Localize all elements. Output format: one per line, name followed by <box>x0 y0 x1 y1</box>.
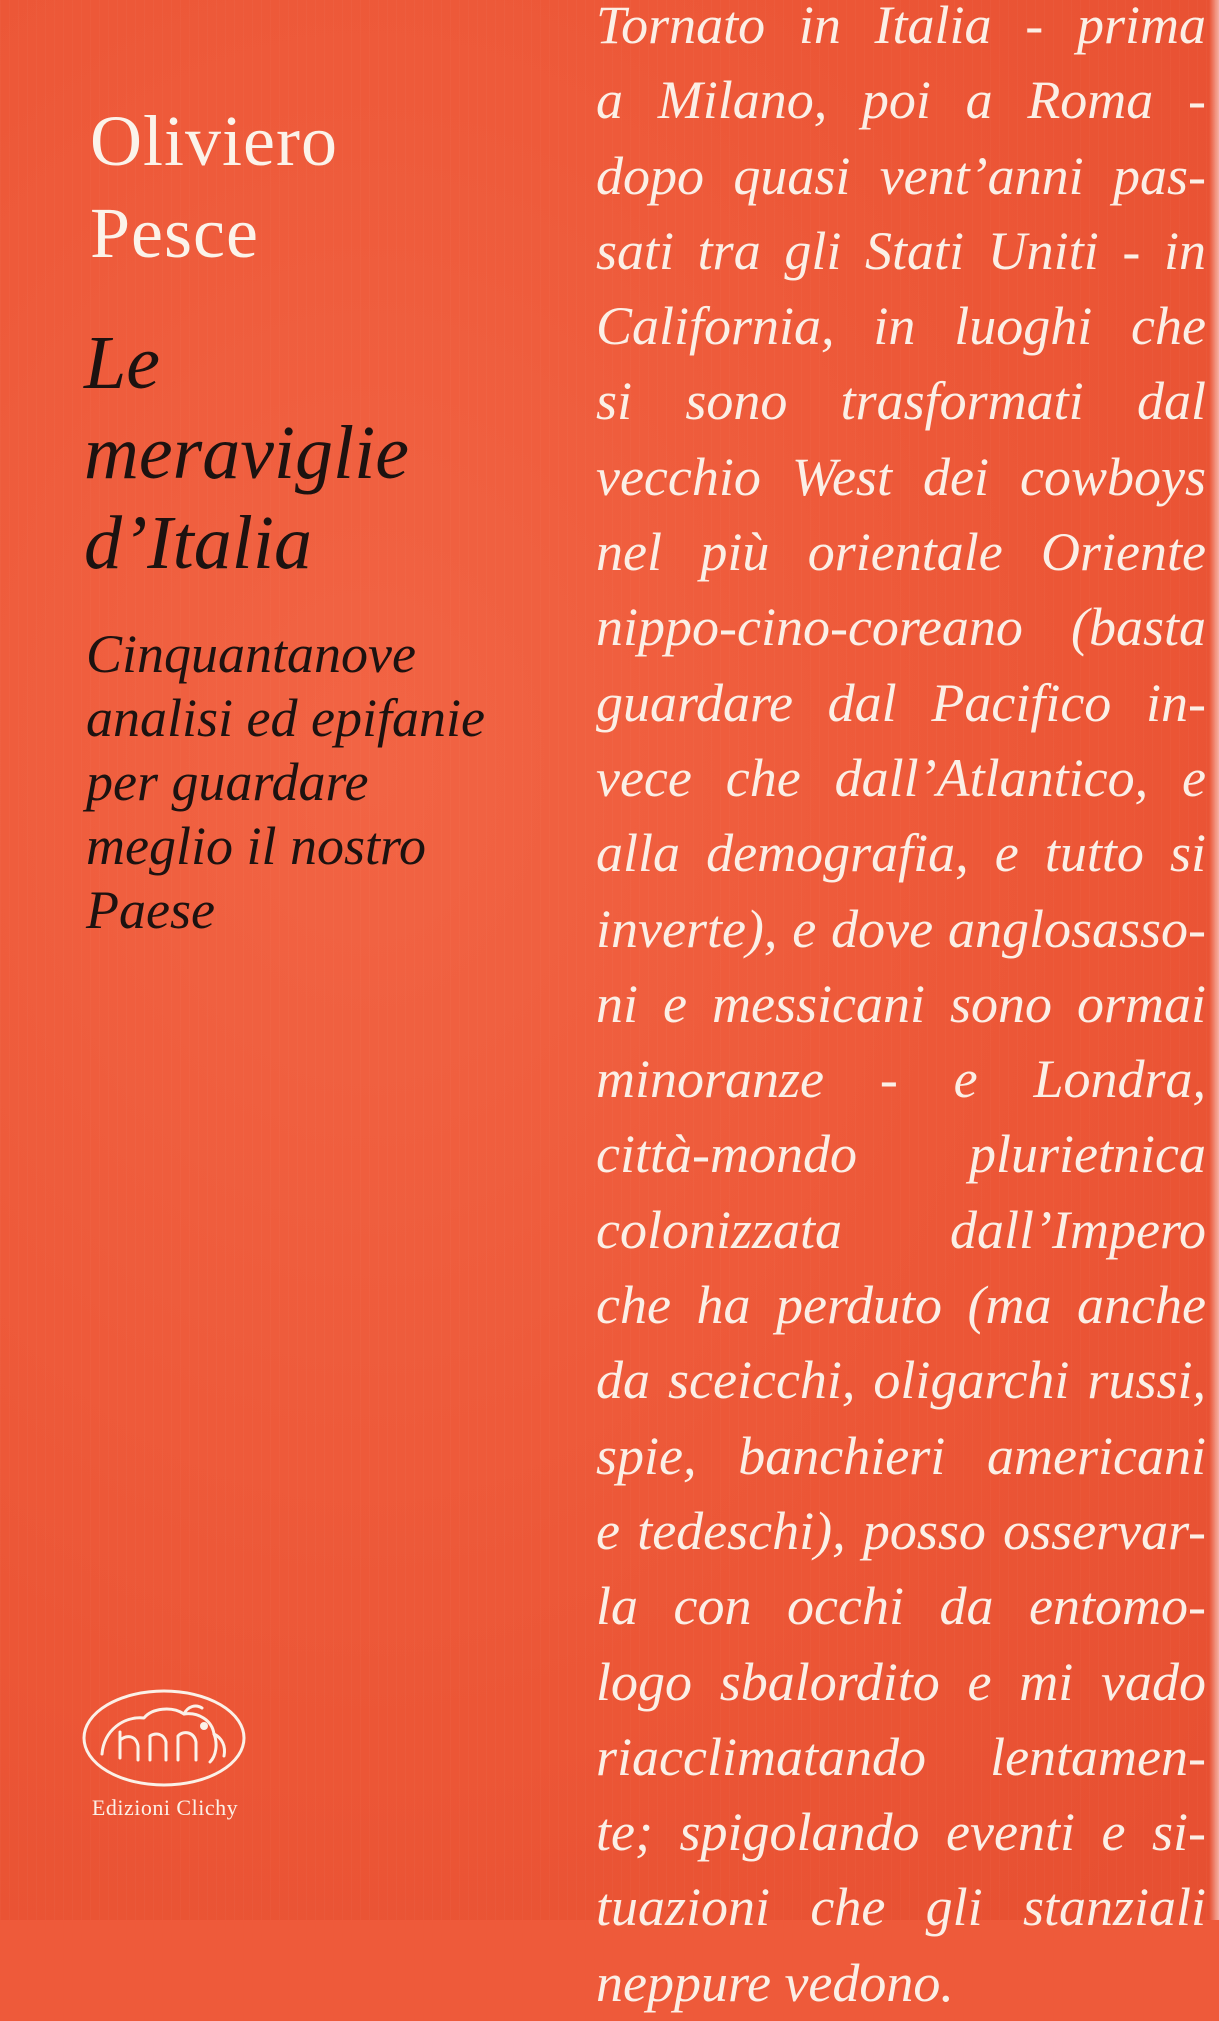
title-line: Le <box>84 321 160 405</box>
blurb-line: logo sbalordito e mi vado <box>596 1651 1206 1712</box>
cover-blurb <box>596 0 1206 2021</box>
blurb-line: colonizzata dall’Impero <box>596 1199 1206 1260</box>
blurb-line: vece che dall’Atlantico, e <box>596 747 1206 808</box>
blurb-line: nel più orientale Oriente <box>596 522 1206 583</box>
blurb-line: spie, banchieri americani <box>596 1425 1206 1486</box>
blurb-line: e tedeschi), posso osservar- <box>596 1500 1206 1561</box>
blurb-line: alla demografia, e tutto si <box>596 823 1206 884</box>
blurb-line: inverte), e dove anglosasso- <box>596 898 1206 959</box>
blurb-line: a Milano, poi a Roma - <box>596 70 1206 131</box>
blurb-line: dopo quasi vent’anni pas- <box>596 145 1206 206</box>
cover-edge-highlight <box>1209 0 1219 1920</box>
blurb-line: riacclimatando lentamen- <box>596 1726 1206 1787</box>
blurb-line: sati tra gli Stati Uniti - in <box>596 220 1206 281</box>
title-line: meraviglie <box>84 411 410 495</box>
blurb-line: si sono trasformati dal <box>596 371 1206 432</box>
publisher-name: Edizioni Clichy <box>91 1795 239 1820</box>
blurb-line: guardare dal Pacifico in- <box>596 672 1206 733</box>
author-last-name: Pesce <box>90 193 259 273</box>
blurb-line: tuazioni che gli stanziali <box>596 1877 1206 1938</box>
title-line: d’Italia <box>84 501 312 585</box>
author-first-name: Oliviero <box>90 101 338 181</box>
elephant-logo-icon <box>80 1680 250 1790</box>
blurb-line: te; spigolando eventi e si- <box>596 1802 1206 1863</box>
subtitle-line: Paese <box>86 880 215 940</box>
blurb-line: la con occhi da entomo- <box>596 1576 1206 1637</box>
subtitle-line: Cinquantanove <box>86 624 416 684</box>
blurb-line: da sceicchi, oligarchi russi, <box>596 1350 1206 1411</box>
subtitle-line: per guardare <box>86 752 369 812</box>
book-subtitle <box>86 622 485 942</box>
blurb-line: Tornato in Italia - prima <box>596 0 1206 55</box>
blurb-line: nippo-cino-coreano (basta <box>596 597 1206 658</box>
subtitle-line: analisi ed epifanie <box>86 688 485 748</box>
blurb-line: che ha perduto (ma anche <box>596 1275 1206 1336</box>
book-title <box>84 318 409 588</box>
blurb-line: neppure vedono. <box>596 1952 954 2013</box>
blurb-line: California, in luoghi che <box>596 296 1206 357</box>
blurb-line: vecchio West dei cowboys <box>596 446 1206 507</box>
blurb-line: ni e messicani sono ormai <box>596 973 1206 1034</box>
author-name <box>90 95 338 279</box>
blurb-line: città-mondo plurietnica <box>596 1124 1206 1185</box>
blurb-line: minoranze - e Londra, <box>596 1049 1206 1110</box>
subtitle-line: meglio il nostro <box>86 816 427 876</box>
